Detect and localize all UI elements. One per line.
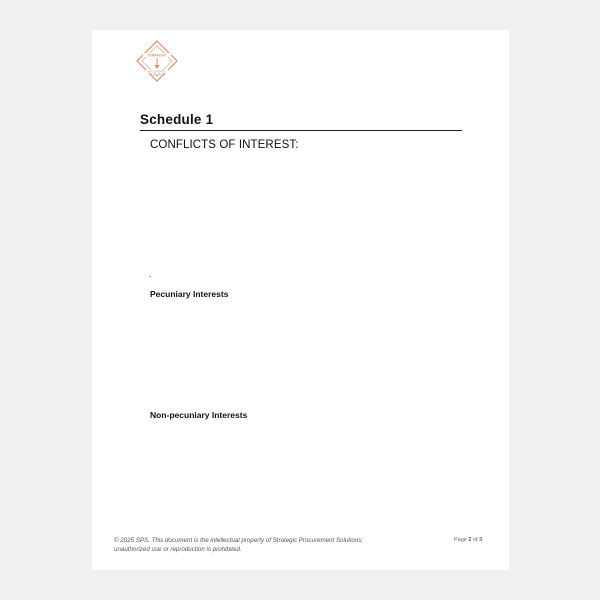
page-number xyxy=(454,537,482,543)
company-logo-icon xyxy=(136,40,178,82)
page-current: 2 xyxy=(468,537,472,543)
schedule-title: Schedule 1 xyxy=(140,112,214,127)
logo-text-line-3: SOLUTIONS xyxy=(150,74,164,77)
logo-text-line-1: STRATEGIC xyxy=(147,53,167,58)
title-divider xyxy=(140,130,462,131)
page-total: 3 xyxy=(479,537,483,543)
document-page xyxy=(92,30,509,570)
page-prefix: Page xyxy=(454,537,467,543)
pecuniary-interests-heading: Pecuniary Interests xyxy=(150,289,229,299)
section-heading: CONFLICTS OF INTEREST: xyxy=(150,139,299,151)
logo-text-line-2: PROCUREMENT xyxy=(147,70,167,74)
non-pecuniary-interests-heading: Non-pecuniary Interests xyxy=(150,410,248,420)
footer-copyright-notice: © 2025 SPS. This document is the intellectual property of Strategic Procurement Solutions; unauthorized use or reproduction is prohibited. xyxy=(114,537,364,553)
page-of: of xyxy=(472,537,478,543)
list-marker: . xyxy=(149,269,152,279)
